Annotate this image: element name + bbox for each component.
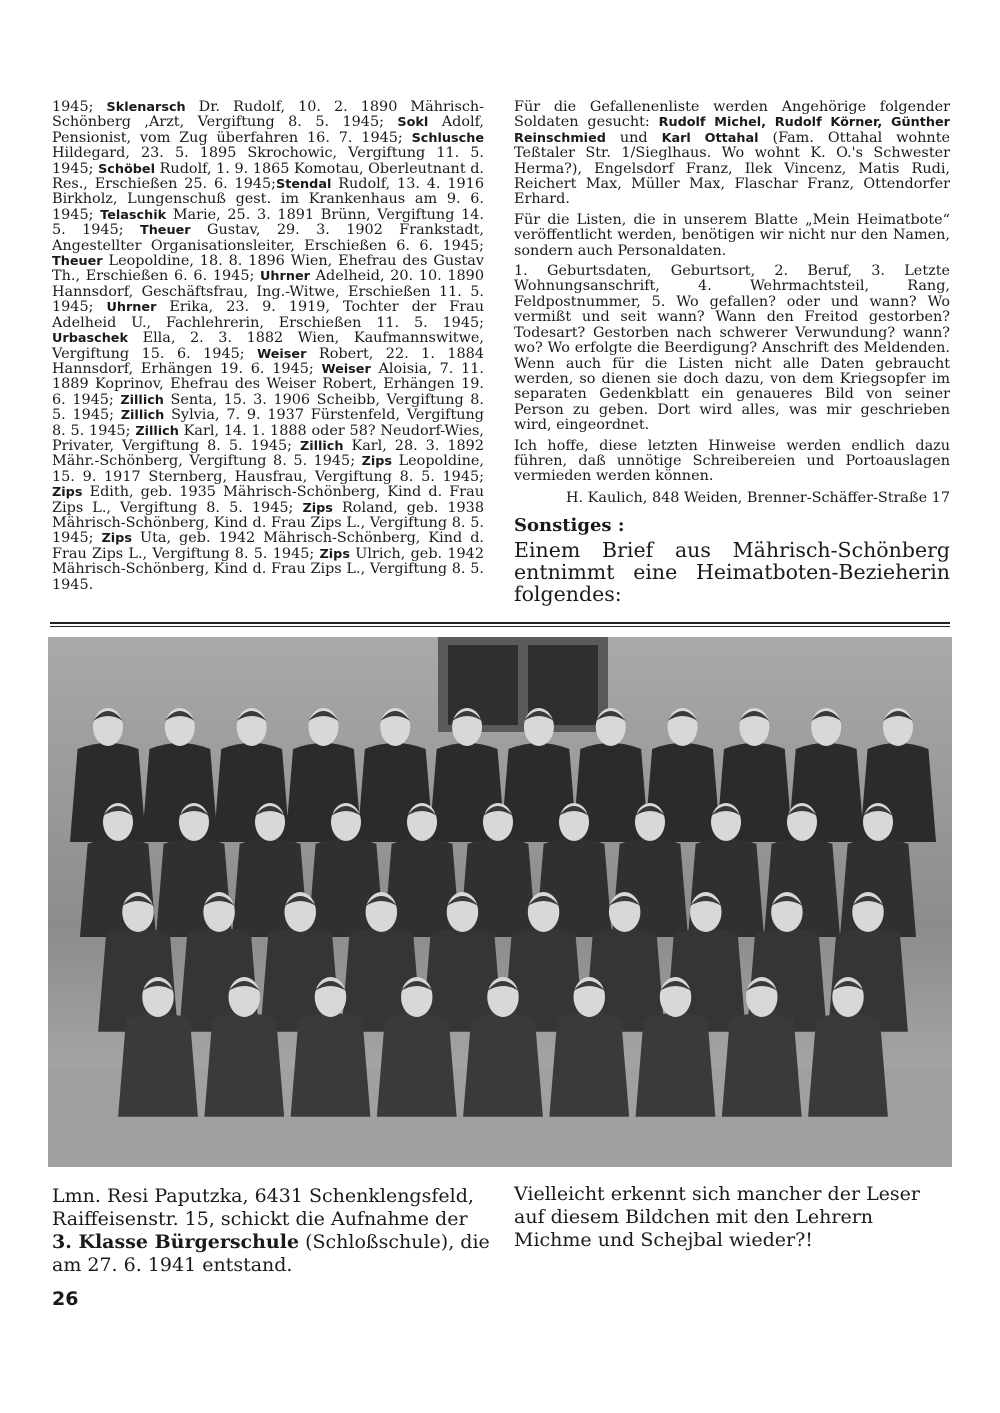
required-data-paragraph: 1. Geburtsdaten, Geburtsort, 2. Beruf, 3. Letzte Wohnungsanschrift, 4. Wehrmachtsteil, Rang, Feldpostnummer, 5. Wo gefallen? oder und wann? Wo vermißt und seit wann? Wann den Freitod gestorben? Todesart? Gestorben nach schwerer Verwundung? wann? wo? Wo erfolgte die Beerdigung? Anschrift des Meldenden. Wenn auch für die Listen nicht alle Daten gebraucht werden, so dienen sie doch dazu, von dem Kriegsopfer im separaten Gedenkblatt ein genaueres Bild von seiner Person zu geben. Dort wird alles, was mir geschrieben wird, eingeordnet.: [514, 263, 950, 434]
text-run: Für die Gefallenenliste werden Angehörige folgender Soldaten gesucht:: [514, 99, 950, 131]
text-run: Robert, 22. 1. 1884 Hannsdorf, Erhängen 19. 6. 1945;: [52, 345, 484, 377]
text-run: Ella, 2. 3. 1882 Wien, Kaufmannswitwe, Vergiftung 15. 6. 1945;: [52, 330, 484, 362]
text-run: Erika, 23. 9. 1919, Tochter der Frau Adelheid U., Fachlehrerin, Erschießen 11. 5. 1945;: [52, 299, 484, 331]
bold-name: Theuer: [52, 254, 103, 270]
photo-caption-right: Vielleicht erkennt sich mancher der Leser auf diesem Bildchen mit den Lehrern Michme und Schejbal wieder?!: [514, 1183, 921, 1251]
text-run: Adolf, Pensionist, vom Zug überfahren 16. 7. 1945;: [52, 114, 484, 146]
text-run: Uta, geb. 1942 Mährisch-Schönberg, Kind d. Frau Zips L., Vergiftung 8. 5. 1945;: [52, 530, 485, 562]
right-column: [514, 100, 950, 605]
caption-left-tail: (Schloßschule), die am 27. 6. 1941 entstand.: [52, 1231, 490, 1276]
text-run: Rudolf, 13. 4. 1916 Birkholz, Lungenschuß gest. im Krankenhaus am 9. 6. 1945;: [52, 176, 484, 223]
text-run: Roland, geb. 1938 Mährisch-Schönberg, Kind d. Frau Zips L., Vergiftung 8. 5. 1945;: [52, 499, 484, 547]
person-body: [384, 838, 460, 937]
caption-left-text: Lmn. Resi Paputzka, 6431 Schenklengsfeld, Raiffeisenstr. 15, schickt die Aufnahme der: [52, 1185, 474, 1230]
text-run: (Fam. Ottahal wohnte Teßtaler Str. 1/Sieglhaus. Wo wohnt K. O.'s Schwester Herma?), Engelsdorf Franz, Ilek Vincenz, Matis Rudi, Reichert Max, Müller Max, Flaschar Franz, Ottendorfer Erhard.: [514, 129, 951, 208]
text-run: Dr. Rudolf, 10. 2. 1890 Mährisch-Schönberg ,Arzt, Vergiftung 8. 5. 1945;: [52, 99, 485, 131]
bold-name: Weiser: [257, 346, 307, 362]
bold-name: Sklenarsch: [106, 100, 186, 115]
text-run: Aloisia, 7. 11. 1889 Koprinov, Ehefrau des Weiser Robert, Erhängen 19. 6. 1945;: [52, 360, 484, 408]
person-body: [636, 1013, 716, 1117]
bold-name: Schöbel: [98, 161, 155, 177]
text-run: 1945;: [52, 99, 107, 115]
person-body: [377, 1013, 457, 1117]
text-run: Senta, 15. 3. 1906 Scheibb, Vergiftung 8. 5. 1945;: [52, 391, 484, 424]
person-body: [118, 1013, 198, 1117]
person-body: [291, 1013, 371, 1117]
class-photo: [48, 637, 952, 1167]
text-run: und: [605, 129, 662, 146]
text-run: Edith, geb. 1935 Mährisch-Schönberg, Kind d. Frau Zips L., Vergiftung 8. 5. 1945;: [52, 484, 484, 516]
text-run: Ulrich, geb. 1942 Mährisch-Schönberg, Kind d. Frau Zips L., Vergiftung 8. 5. 1945.: [52, 545, 484, 593]
text-run: Karl, 14. 1. 1888 oder 58? Neudorf-Wies, Privater, Vergiftung 8. 5. 1945;: [52, 422, 484, 454]
bold-name: Zips: [319, 546, 350, 562]
text-run: Gustav, 29. 3. 1902 Frankstadt, Angestellter Organisationsleiter, Erschießen 6. 6. 1945;: [52, 222, 484, 254]
bold-name: Theuer: [139, 223, 191, 239]
hope-paragraph: Ich hoffe, diese letzten Hinweise werden endlich dazu führen, daß unnötige Schreibereien und Portoauslagen vermieden werden können.: [514, 437, 950, 485]
text-run: Hildegard, 23. 5. 1895 Skrochowic, Vergiftung 11. 5. 1945;: [52, 145, 484, 177]
bold-name: Sokl: [397, 115, 429, 131]
text-run: Leopoldine, 18. 8. 1896 Wien, Ehefrau des Gustav Th., Erschießen 6. 6. 1945;: [52, 253, 484, 285]
bold-name: Zips: [101, 531, 132, 547]
bold-name: Uhrner: [260, 269, 310, 285]
bold-name: Zips: [361, 454, 393, 470]
bold-name: Stendal: [276, 177, 332, 193]
section-heading: Sonstiges :: [514, 514, 625, 536]
bold-name: Zillich: [120, 408, 165, 424]
bold-name: Rudolf Michel, Rudolf Körner, Günther Reinschmied: [514, 115, 950, 146]
photo-caption-left: [52, 1185, 492, 1277]
bold-name: Weiser: [321, 361, 371, 377]
bold-name: Zips: [302, 500, 333, 516]
text-run: Marie, 25. 3. 1891 Brünn, Vergiftung 14. 5. 1945;: [52, 206, 484, 239]
caption-left-bold: 3. Klasse Bürgerschule: [52, 1231, 300, 1253]
bold-name: Uhrner: [106, 300, 157, 316]
bold-name: Zips: [52, 485, 83, 501]
text-run: Rudolf, 1. 9. 1865 Komotau, Oberleutnant d. Res., Erschießen 25. 6. 1945;: [52, 160, 484, 193]
person-body: [549, 1013, 629, 1117]
bold-name: Urbaschek: [52, 331, 129, 347]
left-column: [52, 100, 484, 593]
person-body: [808, 1013, 888, 1117]
bold-name: Telaschik: [100, 207, 167, 223]
person-body: [204, 1013, 284, 1117]
bold-name: Zillich: [135, 423, 179, 439]
horizontal-rule: [50, 622, 950, 627]
text-run: Karl, 28. 3. 1892 Mähr.-Schönberg, Vergiftung 8. 5. 1945;: [52, 437, 484, 470]
person-body: [722, 1013, 802, 1117]
signature: H. Kaulich, 848 Weiden, Brenner-Schäffer-Straße 17: [565, 489, 950, 506]
casualty-list-text: [52, 100, 484, 593]
bold-name: Zillich: [299, 438, 344, 454]
text-run: Adelheid, 20. 10. 1890 Hannsdorf, Geschäftsfrau, Ing.-Witwe, Erschießen 11. 5. 1945;: [52, 268, 484, 316]
page-number: 26: [52, 1288, 79, 1310]
lead-text: Einem Brief aus Mährisch-Schönberg entnimmt eine Heimatboten-Bezieherin folgendes:: [514, 537, 950, 606]
search-request-paragraph: [514, 100, 950, 208]
bold-name: Schlusche: [411, 130, 484, 146]
bold-name: Karl Ottahal: [661, 130, 759, 146]
list-info-paragraph: Für die Listen, die in unserem Blatte „Mein Heimatbote“ veröffentlicht werden, benötigen wir nicht nur den Namen, sondern auch Personaldaten.: [514, 211, 950, 259]
text-run: Leopoldine, 15. 9. 1917 Sternberg, Hausfrau, Vergiftung 8. 5. 1945;: [52, 453, 484, 485]
bold-name: Zillich: [120, 392, 164, 408]
person-body: [463, 1013, 543, 1117]
text-run: Sylvia, 7. 9. 1937 Fürstenfeld, Vergiftung 8. 5. 1945;: [52, 407, 484, 439]
